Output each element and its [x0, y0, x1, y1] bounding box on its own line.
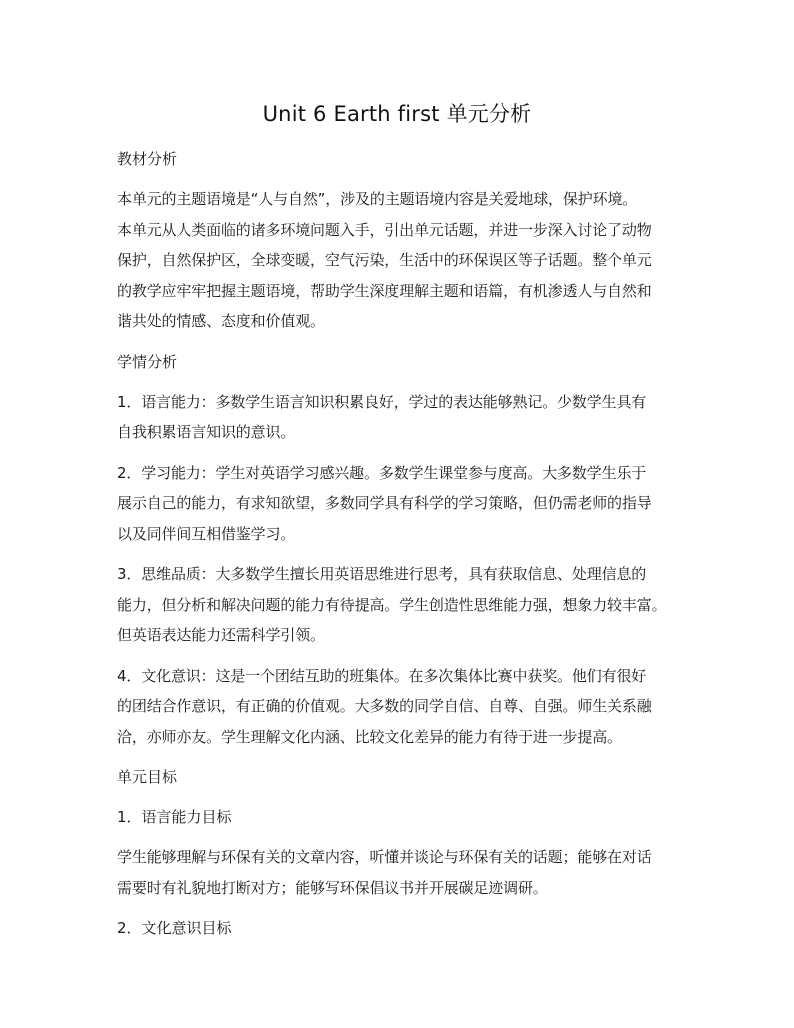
section-heading-students: 学情分析: [117, 352, 178, 371]
paragraph-line: 自我积累语言知识的意识。: [117, 423, 296, 441]
student-analysis-item-culture: [117, 661, 681, 753]
paragraph-line: 但英语表达能力还需科学引领。: [117, 626, 325, 644]
section-heading-goals: 单元目标: [117, 768, 178, 786]
paragraph-line: 2．学习能力：学生对英语学习感兴趣。多数学生课堂参与度高。大多数学生乐于: [117, 463, 647, 482]
materials-paragraph: [117, 184, 681, 337]
subheading-culture-goal: 2．文化意识目标: [117, 919, 232, 937]
student-analysis-item-language: [117, 387, 681, 448]
document-body: [117, 144, 681, 953]
paragraph-line: 的教学应牢牢把握主题语境，帮助学生深度理解主题和语篇，有机渗透人与自然和: [117, 281, 652, 300]
paragraph-line: 本单元从人类面临的诸多环境问题入手，引出单元话题，并进一步深入讨论了动物: [117, 220, 652, 239]
paragraph-line: 的团结合作意识，有正确的价值观。大多数的同学自信、自尊、自强。师生关系融: [117, 697, 652, 715]
paragraph-line: 以及同伴间互相借鉴学习。: [117, 524, 296, 543]
document-title: Unit 6 Earth first 单元分析: [262, 102, 532, 126]
section-heading-materials: 教材分析: [117, 150, 178, 168]
paragraph-line: 4．文化意识：这是一个团结互助的班集体。在多次集体比赛中获奖。他们有很好: [117, 666, 647, 685]
paragraph-line: 能力，但分析和解决问题的能力有待提高。学生创造性思维能力强，想象力较丰富。: [117, 595, 667, 614]
subheading-language-goal: 1．语言能力目标: [117, 808, 232, 826]
student-analysis-item-thinking: [117, 559, 681, 651]
paragraph-line: 谐共处的情感、态度和价值观。: [117, 312, 325, 330]
paragraph-line: 学生能够理解与环保有关的文章内容，听懂并谈论与环保有关的话题；能够在对话: [117, 848, 652, 866]
paragraph-line: 1．语言能力：多数学生语言知识积累良好，学过的表达能够熟记。少数学生具有: [117, 392, 647, 411]
paragraph-line: 3．思维品质：大多数学生擅长用英语思维进行思考，具有获取信息、处理信息的: [117, 565, 647, 583]
language-goal-paragraph: [117, 842, 681, 903]
paragraph-line: 需要时有礼貌地打断对方；能够写环保倡议书并开展碳足迹调研。: [117, 878, 548, 897]
paragraph-line: 保护，自然保护区，全球变暖，空气污染，生活中的环保误区等子话题。整个单元: [117, 251, 652, 269]
paragraph-line: 本单元的主题语境是“人与自然”，涉及的主题语境内容是关爱地球，保护环境。: [117, 190, 638, 208]
paragraph-line: 展示自己的能力，有求知欲望，多数同学具有科学的学习策略，但仍需老师的指导: [117, 494, 652, 512]
student-analysis-item-learning: [117, 458, 681, 550]
paragraph-line: 洽，亦师亦友。学生理解文化内涵、比较文化差异的能力有待于进一步提高。: [117, 727, 622, 746]
